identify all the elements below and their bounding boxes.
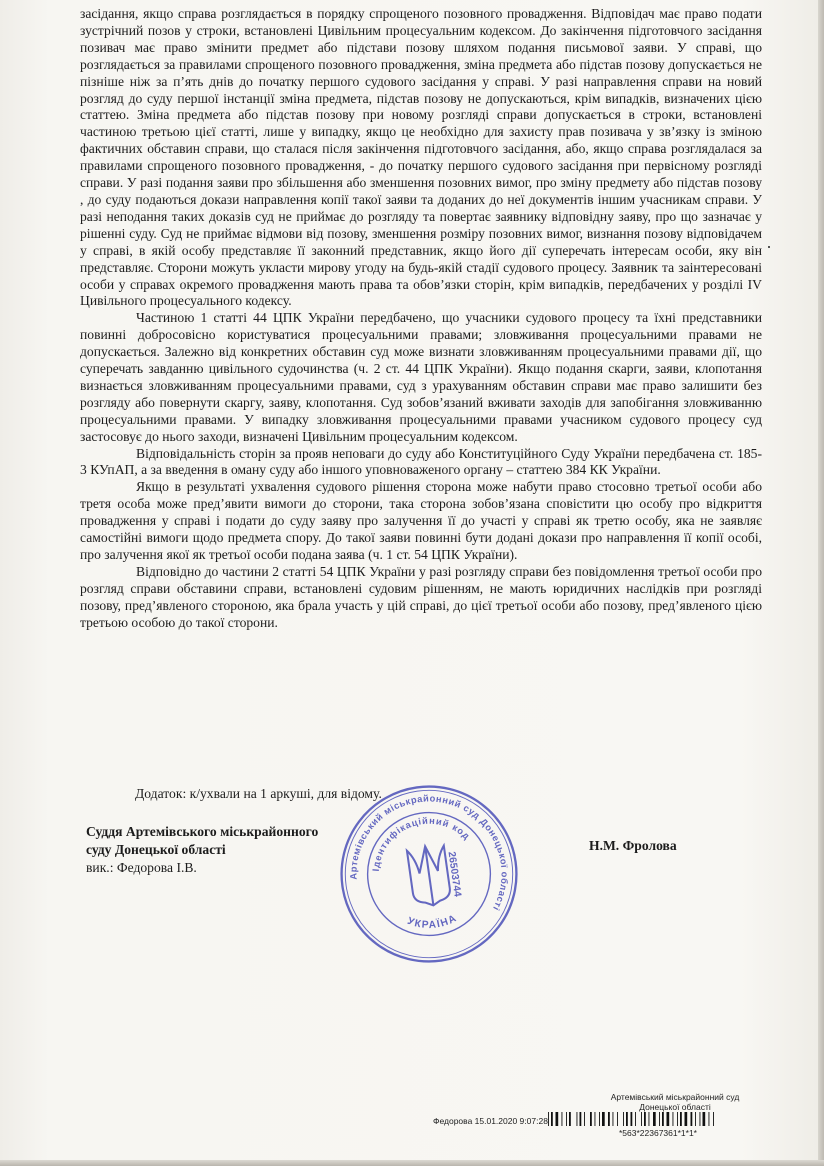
judge-position-line1: Суддя Артемівського міськрайонного xyxy=(86,824,319,839)
seal-inner-text: Ідентифікаційний код xyxy=(370,815,473,872)
court-seal xyxy=(324,769,534,979)
footer-court-name xyxy=(600,1092,750,1112)
barcode-icon xyxy=(548,1112,774,1126)
footer-court-line1: Артемівський міськрайонний суд xyxy=(610,1092,740,1102)
seal-code: 26503744 xyxy=(445,850,463,898)
judge-position-line2: суду Донецької області xyxy=(86,842,226,857)
paragraph-third-party-consequences: Відповідно до частини 2 статті 54 ЦПК України у разі розгляду справи без повідомлення третьої особи про розгляд справи обставини справи, встановлені судовим рішенням, не мають юридичних наслідків при розгляді позову, пред’явленого стороною, яка брала участь у цій справі, до цієї третьої особи або позову, пред’явленого цією третьою особою до такої сторони. xyxy=(80,563,762,630)
judge-name: Н.М. Фролова xyxy=(589,838,677,853)
page-edge-bottom xyxy=(0,1160,824,1166)
trident-icon xyxy=(407,844,452,908)
seal-outer-text: Артемівський міськрайонний суд Донецької області xyxy=(348,793,510,913)
document-body xyxy=(80,6,762,632)
footer-court-line2: Донецької області xyxy=(639,1102,711,1112)
page-edge-right xyxy=(818,0,824,1166)
executor-name: вик.: Федорова І.В. xyxy=(86,860,197,875)
paragraph-abuse-of-rights: Частиною 1 статті 44 ЦПК України передбачено, що учасники судового процесу та їхні представники повинні добросовісно користуватися процесуальними правами; зловживання процесуальними правами не допускається. Залежно від конкретних обставин суд може визнати зловживанням процесуальними правами дії, що суперечать завданню цивільного судочинства (ч. 2 ст. 44 ЦПК України). Якщо подання скарги, заяви, клопотання визнається зловживанням процесуальними правами, суд з урахуванням обставин справи має право залишити без розгляду або повернути скаргу, заяву, клопотання. Суд зобов’язаний вживати заходів для запобігання зловживанню процесуальними правами. У випадку зловживання процесуальними правами учасником судового процесу суд застосовує до нього заходи, визначені Цивільним процесуальним кодексом. xyxy=(80,310,762,444)
signature-block xyxy=(86,823,318,877)
scan-speck xyxy=(768,246,770,248)
barcode-number: *563*22367361*1*1* xyxy=(619,1128,697,1138)
attachment-note: Додаток: к/ухвали на 1 аркуші, для відому. xyxy=(135,786,382,801)
paragraph-procedure: засідання, якщо справа розглядається в порядку спрощеного позовного провадження. Відповідач має право подати зустрічний позов у строки, встановлені Цивільним процесуальним кодексом. До закінчення підготовчого засідання позивач має право змінити предмет або підстави позову шляхом подання письмової заяви. У справі, що розглядається за правилами спрощеного позовного провадження, зміна предмета або підстав позову допускається не пізніше ніж за п’ять днів до початку першого судового засідання у справі. У разі направлення справи на новий розгляд до суду першої інстанції зміна предмета, підстав позову не допускаються, крім випадків, визначених цією статтею. Зміна предмета або підстав позову при новому розгляді справи допускається в строки, встановлені частиною третьою цієї статті, лише у випадку, якщо це необхідно для захисту прав позивача у зв’язку із зміною фактичних обставин справи, що сталася після закінчення підготовчого засідання, або, якщо справа розглядалася за правилами спрощеного позовного провадження, - до початку першого судового засідання при первісному розгляді справи. У разі подання заяви про збільшення або зменшення позовних вимог, про зміну предмету або підстав позову , до суду подаються докази направлення копії такої заяви та доданих до неї документів іншим учасникам справи. У разі неподання таких доказів суд не приймає до розгляду та повертає заявнику відповідну заяву, про що зазначає у рішенні суду. Суд не приймає відмови від позову, зменшення розміру позовних вимог, визнання позову відповідачем у справі, в якій особу представляє її законний представник, якщо його дії суперечать інтересам особи, яку він представляє. Сторони можуть укласти мирову угоду на будь-якій стадії судового процесу. Заявник та заінтересовані особи у справах окремого провадження мають права та обов’язки сторін, крім випадків, передбачених у розділі IV Цивільного процесуального кодексу. xyxy=(80,6,762,309)
paragraph-third-party: Якщо в результаті ухвалення судового рішення сторона може набути право стосовно третьої особи або третя особа може пред’явити вимоги до сторони, така сторона зобов’язана сповістити цю особу про відкриття провадження у справі і подати до суду заяву про залучення її до участі у справі як третю особу, яка не заявляє самостійні вимоги щодо предмета спору. До такої заяви повинні бути додані докази про направлення її копії особі, про залучення якої як третьої особи подана заява (ч. 1 ст. 54 ЦПК України). xyxy=(80,479,762,562)
paragraph-liability: Відповідальність сторін за прояв неповаги до суду або Конституційного Суду України передбачена ст. 185-3 КУпАП, а за введення в оману суду або іншого уповноваженого органу – статтею 384 КК України. xyxy=(80,445,762,478)
seal-country: УКРАЇНА xyxy=(405,912,460,932)
footer-signature-stamp: Федорова 15.01.2020 9:07:28 xyxy=(433,1116,548,1126)
